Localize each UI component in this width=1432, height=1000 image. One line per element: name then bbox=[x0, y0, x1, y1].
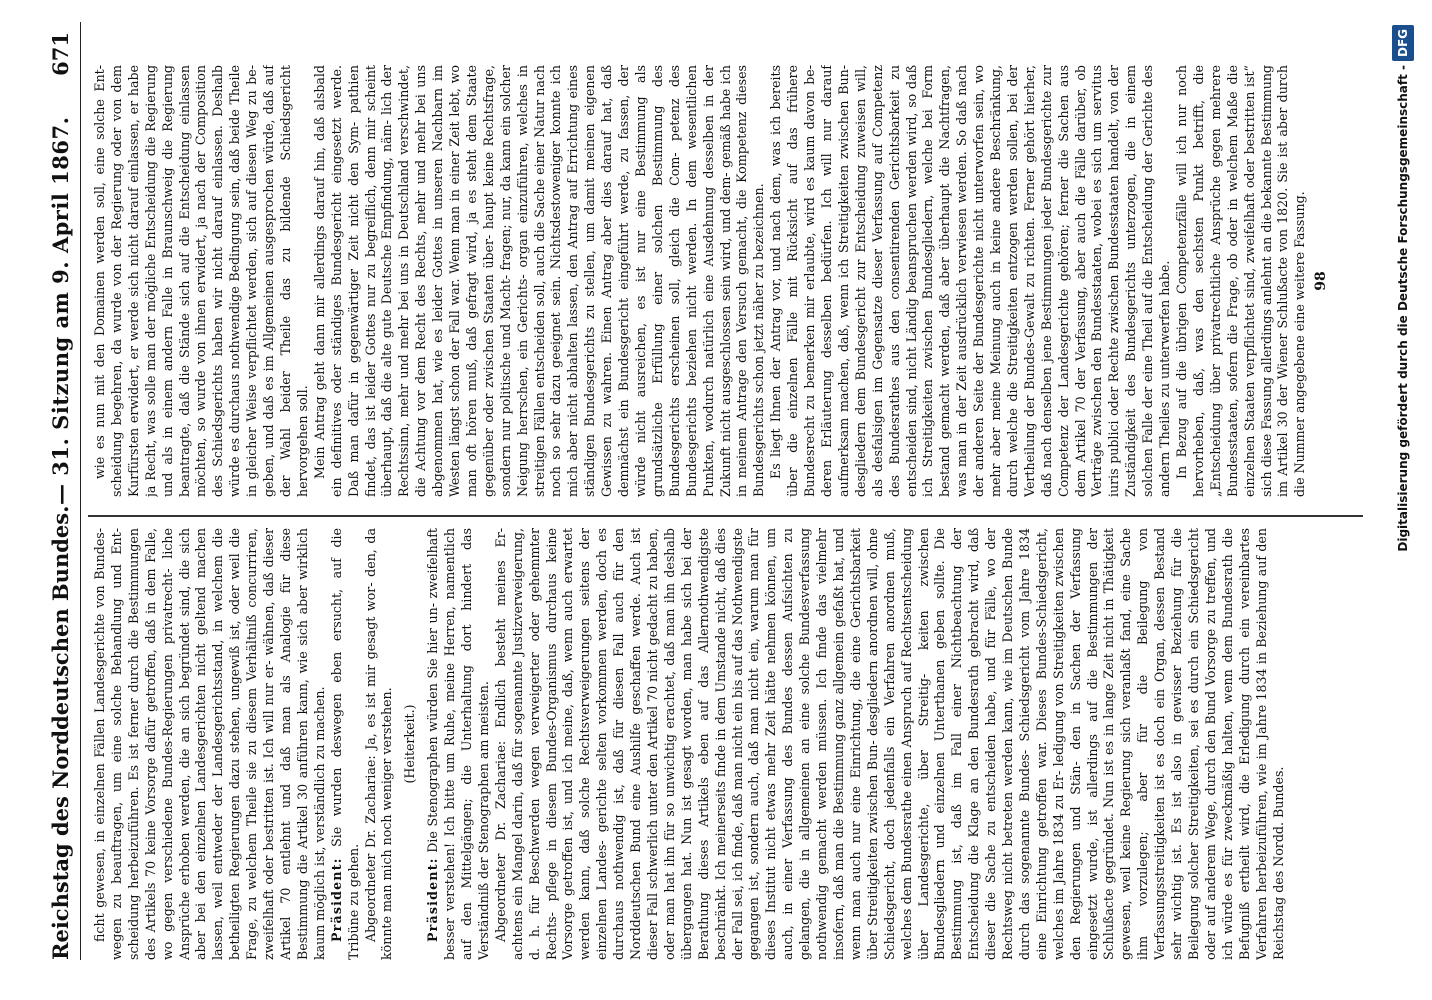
page-stamp: 98 bbox=[1313, 271, 1330, 291]
speaker-name: Abgeordneter Dr. Zachariae: bbox=[362, 755, 378, 942]
paragraph bbox=[329, 528, 363, 960]
speech-text: Endlich besteht meines Er- achtens ein Mangel darin, daß für sogenannte Justizverweigerung, d. h. für Beschwerden wegen verweigerter oder gehemmter Rechts- pflege in diesem Bundes-Organismus durchaus keine Vorsorge getroffen ist, und ich meine, daß, wenn auch erwartet werden kann, daß solche Rechtsverweigerungen seitens der einzelnen Landes- gerichte selten vorkommen werden, doch es durchaus nothwendig ist, daß für diesen Fall auch für den Norddeutschen Bund eine Aushilfe geschaffen werde. Auch ist dieser Fall schwerlich unter den Artikel 70 nicht gedacht zu haben, oder man hat ihn für so unwichtig erachtet, daß man ihn deshalb übergangen hat. Nun ist gesagt worden, man habe sich bei der Berathung dieses Artikels eben auf das Allernothwendigste beschränkt. Ich meinerseits finde in dem Umstande nicht, daß dies der Fall sei, ich finde, daß man nicht ein bis auf das Nothwendigste gegangen ist, sondern auch, daß man nicht ein, warum man für dieses Institut nicht etwas mehr Zeit hätte nehmen können, um auch, in einer Verfassung des Bundes dessen Aufsichten zu gelangen, die in allgemeinen an eine solche Bundesverfassung nothwendig gemacht werden müssen. Ich finde das vielmehr insofern, daß man die Bestimmung ganz allgemein gefaßt hat, und wenn man auch nur eine Einrichtung, die eine Gerichtsbarkeit über Streitigkeiten zwischen Bun- desgliedern anordnen will, ohne Schiedsgericht, doch jedenfalls ein Verfahren anordnen muß, welches dem Bundesrathe einen Anspruch auf Rechtsentscheidung über Landesgerichte, über Streitig- keiten zwischen Bundesgliedern und einzelnen Unterthanen geben sollte. Die Bestimmung ist, daß im Fall einer Nichtbeachtung der Entscheidung die Klage an den Bundesrath gebracht wird, daß dieser die Sache zu entscheiden habe, und für Fälle, wo der Rechtsweg nicht betreten werden kann, wie im Deutschen Bunde durch das sogenannte Bundes- Schiedsgericht vom Jahre 1834 eine Einrichtung getroffen war. Dieses Bundes-Schiedsgericht, welches im Jahre 1834 zu Er- ledigung von Streitigkeiten zwischen den Regierungen und Stän- den in Sachen der Verfassung eingesetzt wurde, ist allerdings auf die Bestimmungen der Schlußacte gegründet. Nun ist es in lange Zeit nicht in Thätigkeit gewesen, weil keine Regierung sich veranlaßt fand, eine Sache ihm vorzulegen; aber für die Beilegung von Verfassungsstreitigkeiten ist es doch ein Organ, dessen Bestand sehr wichtig ist. Es ist also in gewisser Beziehung für die Beilegung solcher Streitigkeiten, sei es durch ein Schiedsgericht oder auf anderem Wege, durch den Bund Vorsorge zu treffen, und ich würde es für zweckmäßig halten, wenn dem Bundesrath die Befugniß ertheilt wird, die Erledigung durch ein vereinbartes Verfahren herbeizuführen, wie im Jahre 1834 in Beziehung auf den Reichstag des Nordd. Bundes. bbox=[492, 528, 1286, 960]
header-title: Reichstag des Norddeutschen Bundes. bbox=[48, 505, 73, 960]
speech-text: Ja, es ist mir gesagt wor- den, da könnte man mich noch weniger verstehen. bbox=[362, 528, 395, 960]
paragraph: wie es nun mit den Domainen werden soll, eine solche Ent- scheidung begehren, da wurde von der Regierung oder von dem Kurfürsten erwidert, er werde sich nicht darauf einlassen, er habe ja Recht, was solle man der mögliche Entscheidung die Regierung und als in einem andern Falle in Braunschweig die Regierung beantragte, daß die Stände sich auf die Entscheidung einlassen möchten, so wurde von ihnen erwidert, ja nach der Composition des Schiedsgerichts haben wir nicht darauf einlassen. Deshalb würde es durchaus nothwendige Bedingung sein, daß beide Theile in gleicher Weise verpflichtet werden, sich auf diesen Weg zu be- geben, und daß es im Allgemeinen ausgesprochen würde, daß auf der Wahl beider Theile das zu bildende Schiedsgericht hervorgehen soll. bbox=[92, 65, 310, 497]
funding-text: Digitalisierung gefördert durch die Deutsche Forschungsgemeinschaft - bbox=[1396, 65, 1410, 552]
column-divider bbox=[88, 516, 1363, 518]
paragraph bbox=[493, 528, 1288, 960]
paragraph: Mein Antrag geht dann mir allerdings darauf hin, daß alsbald ein definitives oder ständiges Bundesgericht eingesetzt werde. Daß man dafür in gegenwärtiger Zeit nicht den Sym- pathien findet, das ist leider Gottes nur zu begreiflich, denn mir scheint überhaupt, daß die alte gute Deutsche Empfindung, näm- lich der Rechtssinn, mehr und mehr bei uns in Deutschland verschwindet, die Achtung vor dem Recht des Rechts, mehr und mehr bei uns abgenommen hat, wie es leider Gottes in unseren Nachbarn im Westen längst schon der Fall war. Wenn man in einer Zeit lebt, wo man oft hören muß, daß gefragt wird, ja es steht dem Staate gegenüber oder zwischen Staaten über- haupt keine Rechtsfrage, sondern nur politische und Macht- fragen; nur, da kann ein solcher Neigung herrschen, ein Gerichts- organ einzuführen, welches in streitigen Fällen entscheiden soll, auch die Sache einer Natur nach noch so sehr dazu geeignet sein. Nichtsdestoweniger konnte ich mich aber nicht abhalten lassen, den Antrag auf Errichtung eines ständigen Bundesgerichts zu stellen, um damit meinen eigenen Gewissen zu wahren. Einen Antrag aber dies darauf hat, daß demnächst ein Bundesgericht eingeführt werde, zu fassen, der würde nicht ausreichen, es ist nur eine Bestimmung als grundsätzliche Erfüllung einer solchen Bestimmung des Bundesgerichts erscheinen soll, gleich die Com- petenz des Bundesgerichts beziehen nicht werden. In dem wesentlichen Punkten, wodurch natürlich eine Ausdehnung desselben in der Zukunft nicht ausgeschlossen sein wird, und dem- gemäß habe ich in meinem Antrage den Versuch gemacht, die Kompetenz dieses Bundesgerichts schon jetzt näher zu bezeichnen. bbox=[311, 65, 767, 497]
header-session: — 31. Sitzung am 9. April 1867. bbox=[48, 116, 73, 505]
speech-text: Sie wurden deswegen eben ersucht, auf die Tribüne zu gehen. bbox=[328, 528, 361, 960]
speaker-name: Abgeordneter Dr. Zachariae: bbox=[492, 740, 508, 942]
speaker-name: Präsident: bbox=[425, 857, 441, 942]
paragraph: Es liegt Ihnen der Antrag vor, und nach dem, was ich bereits über die einzelnen Fälle mit Rücksicht auf das frühere Bundesrecht zu bemerken mir erlaubte, wird es kaum davon be- deren Erläuterung desselben bedürfen. Ich will nur darauf aufmerksam machen, daß, wenn ich Streitigkeiten zwischen Bun- desgliedern dem Bundesgericht zur Entscheidung zuweisen will, als desfalsigen im Gegensatze dieser Verfassung auf Competenz des Bundesrathes aus den consentirenden Gerichtsbarkeit zu entscheiden sind, nicht Ländig beanspruchen werden wird, so daß ich Streitigkeiten zwischen Bundesgliedern, welche bei Form bestand gemacht werden, daß aber überhaupt die Nachtfragen, was man in der Zeit ausdrücklich verwiesen werden. So daß nach der anderen Seite der Bundesgerichte nicht unterworfen sein, wo mehr aber meine Meinung auch in keine andere Beschränkung, durch welche die Streitigkeiten entzogen werden sollen, bei der Vertheilung der Bundes-Gewalt zu richten. Ferner gehört hierher, daß nach denselben jene Bestimmungen jeder Bundesgerichte zur Competenz der Landesgerichte gehören; ferner die Sachen aus dem Artikel 70 der Verfassung, aber auch die Fälle darüber, ob Verträge zwischen den Bundesstaaten, wobei es sich um servitus iuris publici oder Rechte zwischen Bundesstaaten handelt, von der Zuständigkeit des Bundesgerichts unterzogen, die in einem solchen Falle der eine Theil auf die Entscheidung der Gerichte des andern Theiles zu unterwerfen habe. bbox=[768, 65, 1173, 497]
right-column bbox=[92, 65, 1362, 497]
page-number: 671 bbox=[48, 32, 73, 76]
dfg-logo-icon[interactable]: DFG bbox=[1392, 25, 1414, 61]
left-column bbox=[92, 528, 1362, 960]
speaker-name: Präsident: bbox=[328, 857, 344, 942]
page-header bbox=[40, 22, 81, 960]
paragraph bbox=[363, 528, 397, 960]
paragraph bbox=[425, 528, 493, 960]
stage-direction: (Heiterkeit.) bbox=[402, 704, 418, 784]
funding-notice bbox=[1392, 25, 1418, 975]
paragraph: In Bezug auf die übrigen Competenzfälle will ich nur noch hervorheben, daß, was den sechsten Punkt betrifft, die „Entscheidung über privatrechtliche Ansprüche gegen mehrere Bundesstaaten, sofern die Frage, ob oder in welchem Maße die einzelnen Staaten verpflichtet sind, zweifelhaft oder bestritten ist“ sich diese Fassung allerdings anlehnt an die bekannte Bestimmung im Artikel 30 der Wiener Schlußacte von 1820. Sie ist aber durch die Nummer angegebene eine weitere Fassung. bbox=[1174, 65, 1308, 497]
speech-text: Die Stenographen würden Sie hier un- zweifelhaft besser verstehen! Ich bitte um Ruhe, meine Herren, namentlich auf den Mittelgängen; die Unterhaltung dort hindert das Verständniß der Stenographen am meisten. bbox=[425, 528, 491, 960]
paragraph: ficht gewesen, in einzelnen Fällen Landesgerichte von Bundes- wegen zu beauftragen, um eine solche Behandlung und Ent- scheidung herbeizuführen. Es ist ferner durch die Bestimmungen des Artikels 70 keine Vorsorge dafür getroffen, daß in dem Falle, wo gegen verschiedene Bundes-Regierungen privatrecht- liche Ansprüche erhoben werden, die an sich begründet sind, die sich aber bei den einzelnen Landesgerichten nicht geltend machen lassen, weil entweder der Landesgerichtsstand, in welchem die betheiligten Regierungen dazu stehen, ungewiß ist, oder weil die Frage, zu welchem Theile sie zu diesem Verhältniß concurriren, zweifelhaft oder bestritten ist. Ich will nur er- wähnen, daß dieser Artikel 70 entlehnt und daß man als Analogie für diese Bestimmung die Artikel 30 anführen kann, wie sich aber wirklich kaum möglich ist, verständlich zu machen. bbox=[92, 528, 327, 960]
